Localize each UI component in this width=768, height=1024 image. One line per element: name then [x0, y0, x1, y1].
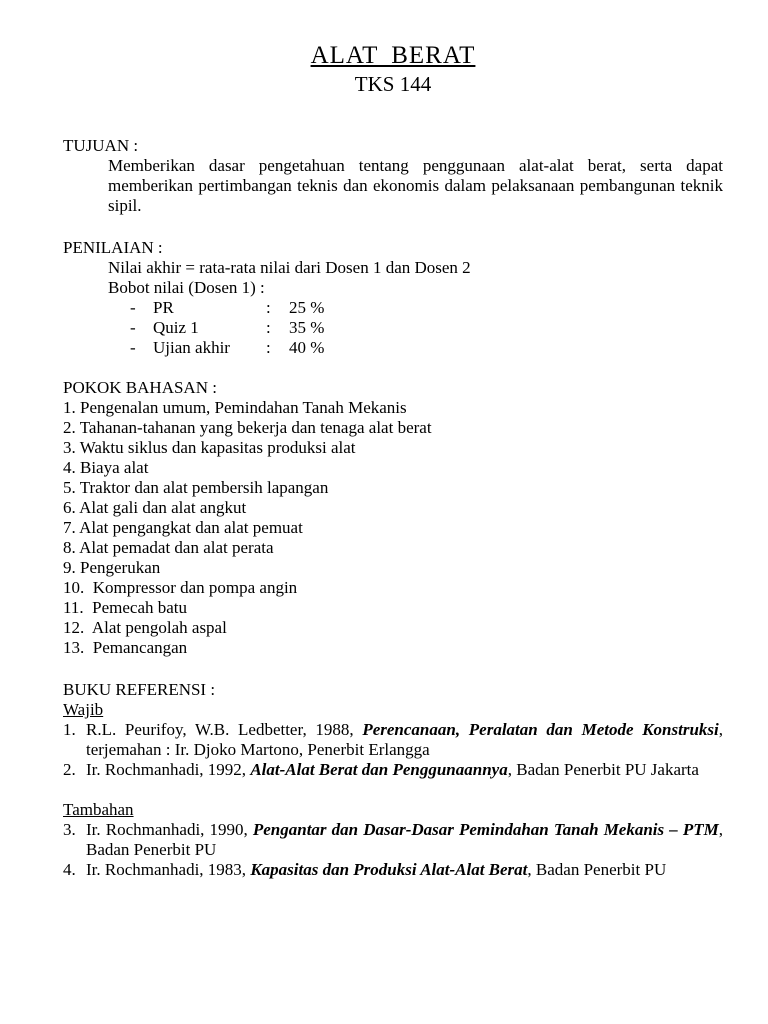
list-item [63, 418, 432, 438]
list-item [63, 438, 355, 458]
item-text: Traktor dan alat pembersih lapangan [79, 478, 329, 497]
reference-title: Perencanaan, Peralatan dan Metode Konstruksi [362, 720, 719, 739]
reference-text [63, 720, 723, 760]
document-title: ALAT BERAT [310, 42, 476, 69]
list-item [63, 478, 328, 498]
list-item [63, 458, 148, 478]
reference-publisher: , Badan Penerbit PU [86, 820, 723, 859]
grade-value: 40 % [289, 338, 325, 357]
list-item [63, 498, 246, 518]
course-code: TKS 144 [354, 72, 432, 96]
grade-label: PR [153, 298, 174, 317]
reference-number: 2. [63, 760, 76, 779]
item-number: 7. [63, 518, 76, 537]
reference-number: 1. [63, 720, 76, 739]
dash: - [130, 318, 136, 337]
reference-publisher: , terjemahan : Ir. Djoko Martono, Penerbit Erlangga [86, 720, 723, 759]
item-text: Pemancangan [92, 638, 188, 657]
list-item [63, 518, 303, 538]
reference-item [63, 720, 723, 760]
item-number: 4. [63, 458, 76, 477]
list-item [63, 558, 160, 578]
item-number: 12. [63, 618, 85, 637]
reference-text [63, 860, 723, 880]
tambahan-subheading: Tambahan [63, 800, 134, 819]
list-item [63, 578, 297, 598]
colon: : [266, 298, 271, 317]
penilaian-final-grade: Nilai akhir = rata-rata nilai dari Dosen 1 dan Dosen 2 [108, 258, 471, 277]
item-number: 6. [63, 498, 76, 517]
item-number: 13. [63, 638, 85, 657]
item-number: 5. [63, 478, 76, 497]
item-text: Waktu siklus dan kapasitas produksi alat [79, 438, 356, 457]
reference-text [63, 820, 723, 860]
reference-publisher: , Badan Penerbit PU Jakarta [507, 760, 699, 779]
reference-number: 3. [63, 820, 76, 839]
item-number: 1. [63, 398, 76, 417]
grade-value: 25 % [289, 298, 325, 317]
item-text: Alat pengolah aspal [91, 618, 227, 637]
pokok-heading: POKOK BAHASAN : [63, 378, 217, 397]
reference-item [63, 860, 723, 880]
buku-heading: BUKU REFERENSI : [63, 680, 216, 699]
list-item [63, 618, 227, 638]
reference-author: Ir. Rochmanhadi, 1992, [86, 760, 251, 779]
reference-author: Ir. Rochmanhadi, 1983, [86, 860, 251, 879]
reference-author: Ir. Rochmanhadi, 1990, [86, 820, 253, 839]
item-number: 11. [63, 598, 84, 617]
item-text: Alat pemadat dan alat perata [79, 538, 274, 557]
tujuan-text: Memberikan dasar pengetahuan tentang penggunaan alat-alat berat, serta dapat memberikan pertimbangan teknis dan ekonomis dalam pelaksanaan pembangunan teknik sipil. [108, 156, 723, 215]
item-text: Pengenalan umum, Pemindahan Tanah Mekanis [80, 398, 407, 417]
list-item [63, 598, 187, 618]
grade-label: Quiz 1 [153, 318, 199, 337]
reference-text [63, 760, 723, 780]
colon: : [266, 338, 271, 357]
item-number: 2. [63, 418, 76, 437]
reference-item [63, 760, 723, 780]
reference-publisher: , Badan Penerbit PU [527, 860, 667, 879]
item-text: Alat pengangkat dan alat pemuat [79, 518, 303, 537]
item-text: Alat gali dan alat angkut [79, 498, 247, 517]
list-item [63, 638, 187, 658]
reference-title: Alat-Alat Berat dan Penggunaannya [250, 760, 508, 779]
item-number: 10. [63, 578, 85, 597]
grade-value: 35 % [289, 318, 325, 337]
list-item [63, 538, 274, 558]
penilaian-heading: PENILAIAN : [63, 238, 163, 257]
item-text: Tahanan-tahanan yang bekerja dan tenaga alat berat [79, 418, 432, 437]
tujuan-heading: TUJUAN : [63, 136, 139, 155]
wajib-subheading: Wajib [63, 700, 104, 719]
reference-author: R.L. Peurifoy, W.B. Ledbetter, 1988, [86, 720, 363, 739]
item-number: 9. [63, 558, 76, 577]
colon: : [266, 318, 271, 337]
reference-number: 4. [63, 860, 76, 879]
grade-label: Ujian akhir [153, 338, 230, 357]
penilaian-weight-label: Bobot nilai (Dosen 1) : [108, 278, 265, 297]
item-number: 8. [63, 538, 76, 557]
list-item [63, 398, 407, 418]
item-text: Pengerukan [80, 558, 161, 577]
item-text: Pemecah batu [92, 598, 188, 617]
item-text: Biaya alat [80, 458, 149, 477]
dash: - [130, 298, 136, 317]
reference-title: Kapasitas dan Produksi Alat-Alat Berat [250, 860, 528, 879]
reference-item [63, 820, 723, 860]
reference-title: Pengantar dan Dasar-Dasar Pemindahan Tanah Mekanis – PTM [252, 820, 719, 839]
item-text: Kompressor dan pompa angin [92, 578, 298, 597]
item-number: 3. [63, 438, 76, 457]
dash: - [130, 338, 136, 357]
